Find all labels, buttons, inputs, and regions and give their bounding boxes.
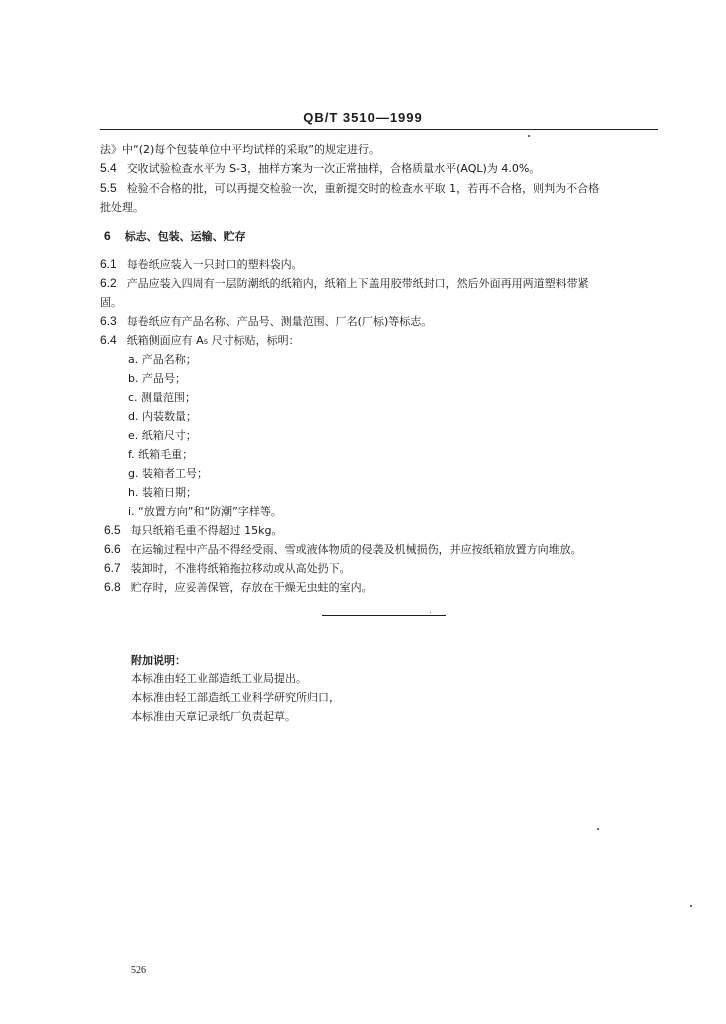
appendix-line: 本标准由轻工业部造纸工业局提出。: [131, 672, 307, 685]
clause-6-8: [104, 581, 373, 594]
clause-text: 每卷纸应有产品名称、产品号、测量范围、厂名(厂标)等标志。: [126, 315, 433, 328]
clause-5-4: [100, 162, 540, 175]
section-title: 标志、包装、运输、贮存: [124, 230, 246, 243]
list-item: h. 装箱日期；: [128, 486, 197, 499]
clause-6-3: [100, 315, 432, 328]
clause-number: 6.6: [104, 542, 121, 556]
appendix-line: 本标准由轻工部造纸工业科学研究所归口，: [131, 691, 340, 704]
scan-speck: [690, 905, 692, 907]
list-item: a. 产品名称；: [128, 353, 197, 366]
list-item: g. 装箱者工号；: [128, 467, 208, 480]
clause-6-6: [104, 543, 582, 556]
clause-text: 每卷纸应装入一只封口的塑料袋内。: [126, 258, 303, 271]
clause-number: 6.8: [104, 580, 121, 594]
list-item: e. 纸箱尺寸；: [128, 429, 197, 442]
clause-number: 6.1: [100, 257, 117, 271]
clause-text: 交收试验检查水平为 S-3，抽样方案为一次正常抽样，合格质量水平(AQL)为 4.0%。: [126, 162, 541, 175]
clause-number: 6.7: [104, 561, 121, 575]
appendix-line: 本标准由天章记录纸厂负责起草。: [131, 710, 296, 723]
scan-speck: [597, 828, 599, 830]
clause-number: 6.3: [100, 314, 117, 328]
standard-code-header: QB/T 3510—1999: [303, 110, 423, 125]
list-item: f. 纸箱毛重；: [128, 448, 194, 461]
section-6-heading: [104, 230, 246, 243]
clause-6-1: [100, 258, 303, 271]
clause-6-2-continuation: 固。: [100, 296, 122, 309]
clause-6-7: [104, 562, 351, 575]
page-number: 526: [131, 965, 146, 976]
clause-5-5: [100, 182, 599, 195]
list-item: i. “放置方向”和“防潮”字样等。: [128, 505, 282, 518]
appendix-title: 附加说明：: [131, 654, 186, 667]
clause-number: 6.5: [104, 523, 121, 537]
clause-number: 6.2: [100, 276, 117, 290]
list-item: b. 产品号；: [128, 372, 186, 385]
clause-number: 5.5: [100, 181, 117, 195]
scan-speck: [430, 612, 431, 613]
list-item: c. 测量范围；: [128, 391, 197, 404]
clause-6-2: [100, 277, 589, 290]
clause-text: 装卸时，不准将纸箱拖拉移动或从高处扔下。: [130, 562, 351, 575]
end-separator-rule: [322, 615, 446, 616]
clause-text: 每只纸箱毛重不得超过 15kg。: [130, 524, 283, 537]
clause-number: 6.4: [100, 333, 117, 347]
header-rule: [100, 129, 658, 130]
clause-text: 贮存时，应妥善保管，存放在干燥无虫蛀的室内。: [130, 581, 373, 594]
clause-text: 产品应装入四周有一层防潮纸的纸箱内，纸箱上下盖用胶带纸封口，然后外面再用两道塑料带紧: [126, 277, 589, 290]
clause-text: 检验不合格的批，可以再提交检验一次，重新提交时的检查水平取 1，若再不合格，则判为不合格: [126, 182, 600, 195]
section-number: 6: [104, 229, 111, 243]
clause-6-5: [104, 524, 283, 537]
clause-text: 纸箱侧面应有 A₅ 尺寸标贴，标明：: [126, 334, 300, 347]
clause-6-4: [100, 334, 300, 347]
clause-text: 在运输过程中产品不得经受雨、雪或液体物质的侵袭及机械损伤，并应按纸箱放置方向堆放。: [130, 543, 582, 556]
clause-number: 5.4: [100, 161, 117, 175]
clause-5-5-continuation: 批处理。: [100, 201, 144, 214]
list-item: d. 内装数量；: [128, 410, 197, 423]
scan-speck: [528, 135, 530, 137]
continuation-line: 法》中“(2)每个包装单位中平均试样的采取”的规定进行。: [100, 143, 380, 156]
